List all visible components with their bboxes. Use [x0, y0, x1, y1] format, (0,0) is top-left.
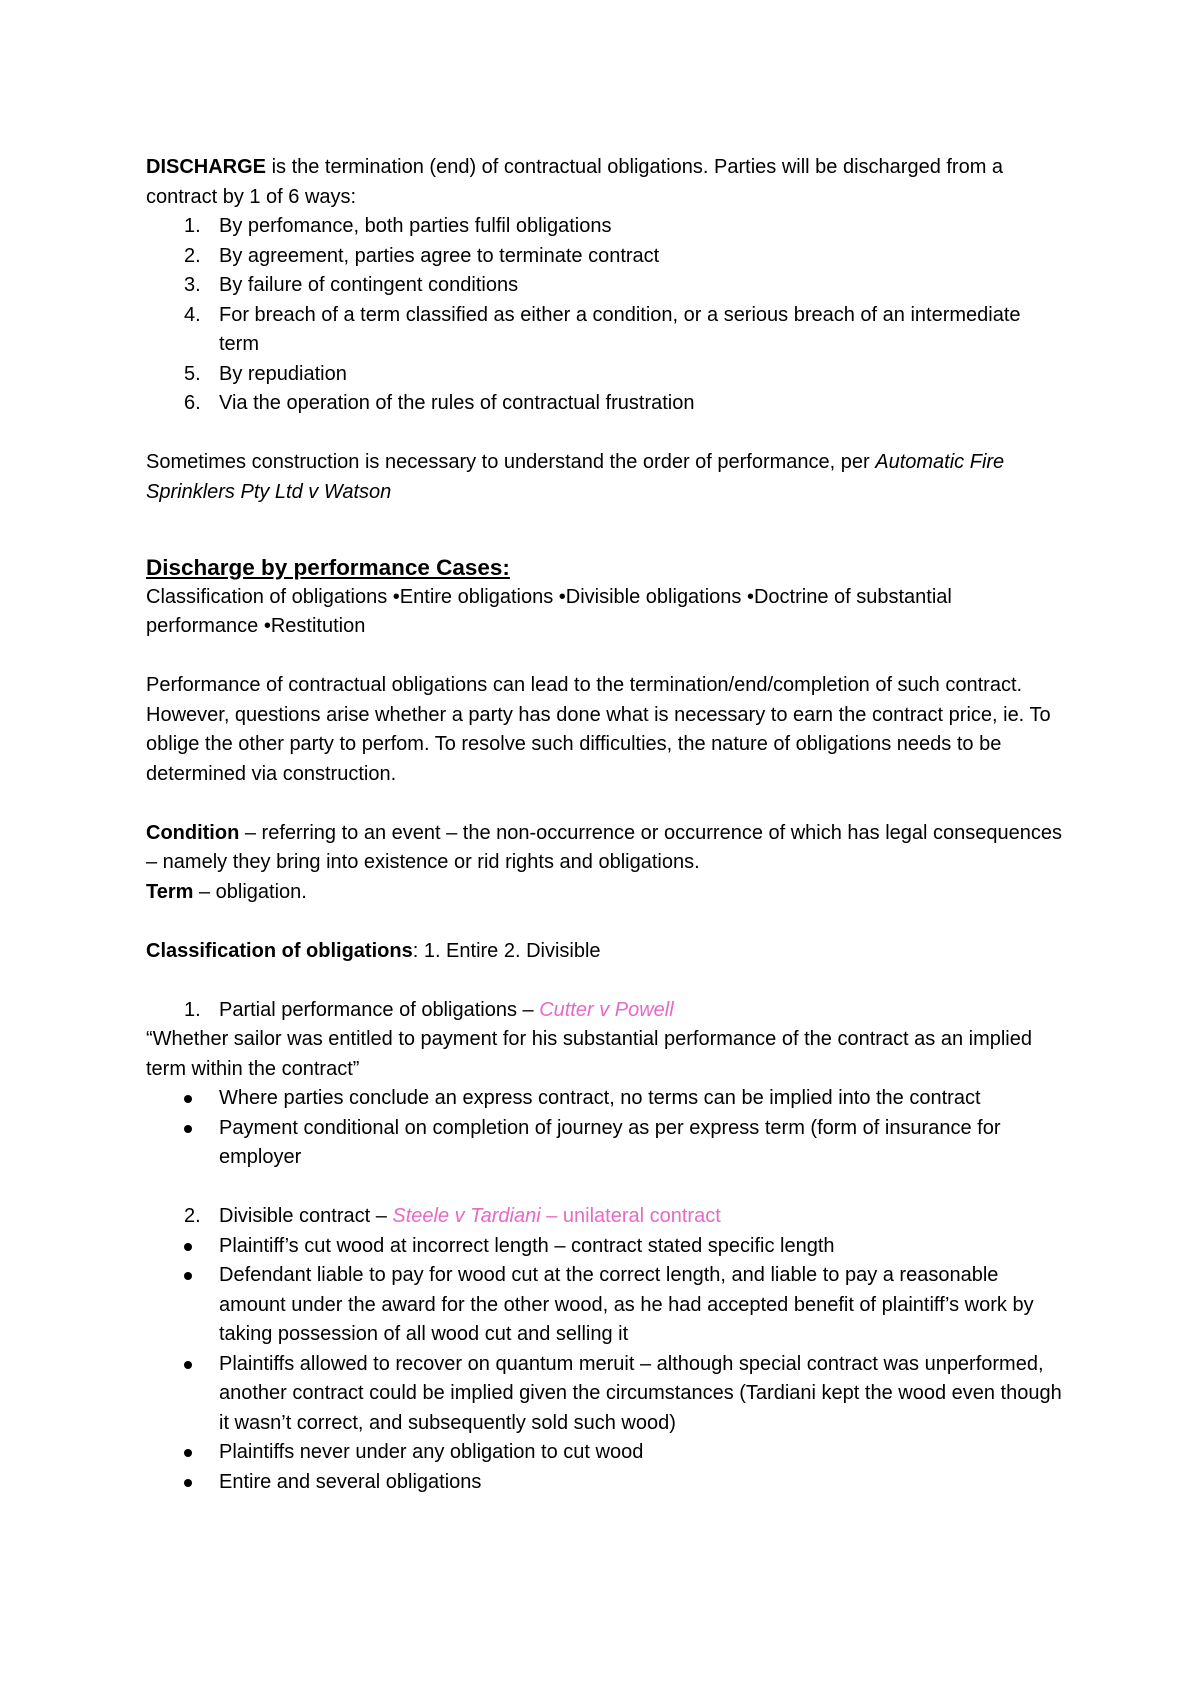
condition-definition: Condition – referring to an event – the non-occurrence or occurrence of which has legal consequences – namely they bring into existence or rid rights and obligations.	[146, 821, 1063, 873]
list-item: Payment conditional on completion of journey as per express term (form of insurance for employer	[146, 1114, 1066, 1173]
list-item: 3. By failure of contingent conditions	[184, 274, 519, 296]
list-item: Where parties conclude an express contract, no terms can be implied into the contract	[146, 1084, 1066, 1114]
list-item: 1. Partial performance of obligations – Cutter v Powell	[184, 998, 674, 1021]
list-item: Entire and several obligations	[146, 1468, 1066, 1498]
term-definition: Term – obligation.	[146, 880, 307, 903]
case1-bullets	[146, 1084, 1066, 1173]
bullet-icon	[184, 1095, 192, 1103]
discharge-term: DISCHARGE	[146, 156, 267, 178]
performance-paragraph: Performance of contractual obligations can lead to the termination/end/completion of such contract. However, questions arise whether a party has done what is necessary to earn the contract price, ie. To oblige the other party to perfom. To resolve such difficulties, the nature of obligations needs to be determined via construction.	[146, 674, 1051, 785]
bullet-icon	[184, 1125, 192, 1133]
bullet-icon	[184, 1449, 192, 1457]
case2-bullets	[146, 1232, 1066, 1498]
case2-heading	[146, 1202, 1066, 1232]
list-item: Defendant liable to pay for wood cut at the correct length, and liable to pay a reasonable amount under the award for the other wood, as he had accepted benefit of plaintiff’s work by taking possession of all wood cut and selling it	[146, 1261, 1066, 1350]
document-body	[146, 153, 1066, 1497]
list-item: 2. By agreement, parties agree to terminate contract	[184, 244, 660, 267]
bullet-icon	[184, 1272, 192, 1280]
construction-paragraph: Sometimes construction is necessary to understand the order of performance, per Automatic Fire Sprinklers Pty Ltd v Watson	[146, 451, 1005, 503]
discharge-intro	[146, 153, 1066, 212]
performance-topics: Classification of obligations •Entire obligations •Divisible obligations •Doctrine of substantial performance •Restitution	[146, 585, 952, 637]
list-item: 5. By repudiation	[184, 362, 347, 385]
discharge-intro-text: is the termination (end) of contractual obligations. Parties will be discharged from a contract by 1 of 6 ways:	[146, 156, 1004, 208]
classification-line: Classification of obligations: 1. Entire 2. Divisible	[146, 939, 601, 962]
performance-heading: Discharge by performance Cases:	[146, 554, 510, 580]
bullet-icon	[184, 1479, 192, 1487]
list-item: 1. By perfomance, both parties fulfil obligations	[184, 215, 612, 237]
bullet-icon	[184, 1361, 192, 1369]
list-item: Plaintiff’s cut wood at incorrect length – contract stated specific length	[146, 1232, 1066, 1262]
list-item: Plaintiffs never under any obligation to cut wood	[146, 1438, 1066, 1468]
case2-name: Steele v Tardiani – unilateral contract	[392, 1205, 721, 1227]
case1-heading	[146, 996, 1066, 1026]
list-item: 2. Divisible contract – Steele v Tardiani – unilateral contract	[184, 1205, 721, 1227]
list-item: 6. Via the operation of the rules of contractual frustration	[184, 392, 695, 414]
case1-quote: “Whether sailor was entitled to payment for his substantial performance of the contract as an implied term within the contract”	[146, 1028, 1032, 1080]
list-item: 4. For breach of a term classified as either a condition, or a serious breach of an intermediate term	[184, 303, 1021, 355]
construction-case-name: Automatic Fire Sprinklers Pty Ltd v Watson	[146, 451, 1005, 503]
bullet-icon	[184, 1243, 192, 1251]
case1-name: Cutter v Powell	[539, 998, 674, 1021]
list-item: Plaintiffs allowed to recover on quantum meruit – although special contract was unperformed, another contract could be implied given the circumstances (Tardiani kept the wood even though it wasn’t correct, and subsequently sold such wood)	[146, 1350, 1066, 1439]
discharge-ways-list	[146, 212, 1066, 419]
